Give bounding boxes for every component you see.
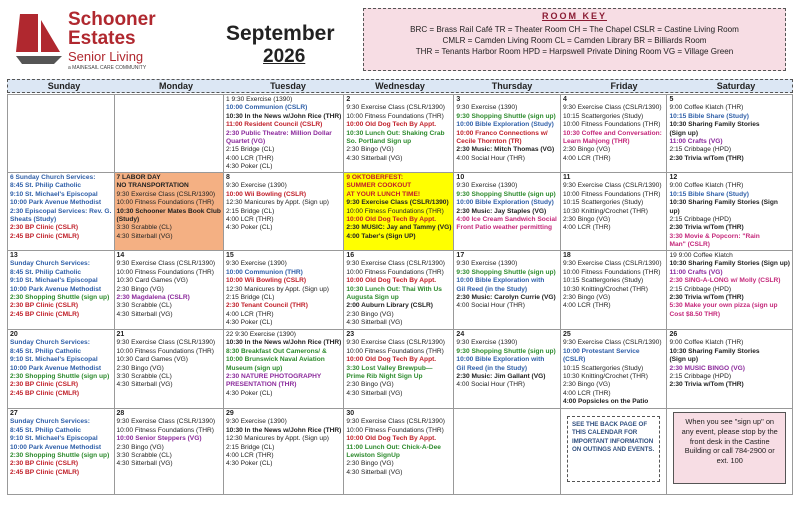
- event-line: 2:30 BP Clinic (CSLR): [10, 460, 79, 468]
- event-line: 4:30 Sitterball (VG): [116, 460, 173, 468]
- event-line: 2:15 Cribbage (HPD): [669, 146, 732, 154]
- event-line: 4:00 LCR (THR): [225, 154, 274, 162]
- calendar-day-cell: [667, 251, 793, 330]
- calendar-day-cell: [224, 251, 344, 330]
- event-line: 10:00 Fitness Foundations (THR): [116, 199, 214, 207]
- calendar-day-cell: [454, 330, 561, 409]
- event-line: 4:00 Popsicles on the Patio: [562, 398, 649, 406]
- weekday-label: Thursday: [491, 81, 533, 91]
- event-line: 2:30 Bingo (VG): [346, 381, 394, 389]
- weekday-label: Monday: [158, 81, 193, 91]
- event-line: 14: [116, 252, 125, 259]
- event-line: 2:45 BP Clinic (CMLR): [10, 389, 80, 397]
- event-line: 9:30 Exercise (1390): [225, 182, 287, 190]
- event-line: 11: [562, 174, 571, 181]
- event-line: 10:00 Fitness Foundations (THR): [562, 121, 661, 129]
- calendar-day-cell: [667, 173, 793, 251]
- event-line: 4:00 LCR (THR): [562, 302, 611, 310]
- event-line: 24: [456, 331, 465, 338]
- event-line: 9:30 Exercise (1390): [456, 104, 518, 112]
- event-line: 10:15 Scattergories (Study): [562, 277, 644, 285]
- brand-subtitle: Senior Living: [68, 49, 144, 64]
- event-line: 10:00 Brunswick Naval Aviation: [225, 356, 325, 364]
- event-line: 4:30 Sitterball (VG): [116, 310, 173, 318]
- event-line: PRESENTATION (THR): [225, 381, 297, 389]
- event-line: Cost $8.50 THR): [669, 310, 721, 318]
- event-line: 10:00 Fitness Foundations (THR): [346, 112, 444, 120]
- calendar-day-cell: [561, 95, 668, 173]
- event-line: 2:30 Shopping Shuttle (sign up): [10, 452, 110, 460]
- event-line: 13: [10, 252, 18, 259]
- event-line: 2:30 BP Clinic (CSLR): [10, 302, 79, 310]
- event-line: 30: [346, 410, 355, 417]
- event-line: 29: [225, 410, 234, 417]
- event-line: 10:15 Bible Share (Study): [669, 190, 749, 198]
- event-line: 4:00 LCR (THR): [562, 224, 611, 232]
- event-line: Cecile Thornton (TR): [456, 138, 522, 146]
- event-line: 2:15 Bridge (CL): [225, 207, 275, 215]
- event-line: 2:30 Trivia w/Tom (THR): [669, 154, 744, 162]
- event-line: 3:30 Movie & Popcorn: "Rain: [669, 232, 760, 240]
- event-line: 2:30 Trivia w/Tom (THR): [669, 224, 744, 232]
- event-line: 2:30 Bingo (VG): [116, 285, 164, 293]
- event-line: 10:00 Wii Bowling (CSLR): [225, 277, 307, 285]
- event-line: 9:30 Exercise (1390): [456, 339, 518, 347]
- event-line: 10:00 Old Dog Tech By Appt.: [346, 277, 437, 285]
- event-line: 12:30 Manicures by Appt. (Sign up): [225, 199, 329, 207]
- event-line: 9:00 Coffee Klatch (THR): [669, 339, 744, 347]
- calendar-day-cell: [115, 409, 224, 495]
- event-line: 8:45 St. Philip Catholic: [10, 426, 82, 434]
- calendar-day-cell: [561, 251, 668, 330]
- event-line: 10:30 Card Games (VG): [116, 277, 188, 285]
- event-line: Sunday Church Services:: [10, 418, 90, 426]
- calendar-day-cell: [8, 330, 115, 409]
- event-line: 2:30 Bingo (VG): [562, 381, 611, 389]
- event-line: 19 9:00 Coffee Klatch: [669, 252, 733, 259]
- weekday-label: Sunday: [47, 81, 81, 91]
- event-line: 2:30 Bingo (VG): [562, 216, 611, 224]
- event-line: 9:00 Coffee Klatch (THR): [669, 104, 744, 112]
- event-line: 2:30 Bingo (VG): [562, 146, 611, 154]
- event-line: 10:00 Wii Bowling (CSLR): [225, 190, 307, 198]
- event-line: 2:15 Cribbage (HPD): [669, 285, 732, 293]
- event-line: 4:00 LCR (THR): [225, 452, 274, 460]
- event-line: 2:30 BP Clinic (CSLR): [10, 381, 79, 389]
- event-line: 9:30 Shopping Shuttle (sign up): [456, 268, 556, 276]
- event-line: Sunday Church Services:: [10, 260, 90, 268]
- event-line: 2:30 Shopping Shuttle (sign up): [10, 373, 110, 381]
- event-line: 10:30 Knitting/Crochet (THR): [562, 373, 648, 381]
- event-line: 2:30 Music: Jay Staples (VG): [456, 207, 547, 215]
- event-line: 9:30 Exercise Class (CSLR/1390): [116, 418, 216, 426]
- event-line: up): [669, 207, 680, 215]
- sailboat-logo-icon: [14, 8, 66, 66]
- calendar-day-cell: [561, 173, 668, 251]
- calendar-day-cell: [8, 95, 115, 173]
- event-line: 4:30 Poker (CL): [225, 224, 273, 232]
- calendar-day-cell: [115, 251, 224, 330]
- event-line: 2:30 MUSIC: Jay and Tammy (VG): [346, 224, 452, 232]
- event-line: 9:30 Exercise (1390): [456, 182, 518, 190]
- event-line: 4:00 Social Hour (THR): [456, 381, 525, 389]
- event-line: 4:30 Poker (CL): [225, 163, 273, 171]
- event-line: 9:10 St. Michael's Episcopal: [10, 356, 98, 364]
- event-line: 3: [456, 96, 461, 103]
- event-line: Lewiston SignUp: [346, 452, 400, 460]
- event-line: 25: [562, 331, 571, 338]
- event-line: 3:30 Scrabble (CL): [116, 224, 172, 232]
- event-line: 2:45 BP Clinic (CMLR): [10, 310, 80, 318]
- event-line: AT YOUR LUNCH TIME!: [346, 190, 421, 198]
- event-line: (Sign up): [669, 129, 699, 137]
- event-line: 2:30 Music: Jim Gallant (VG): [456, 373, 546, 381]
- event-line: 9:30 Exercise Class (CSLR/1390): [116, 339, 216, 347]
- event-line: 10:30 Knitting/Crochet (THR): [562, 285, 648, 293]
- calendar-day-cell: [115, 95, 224, 173]
- event-line: SUMMER COOKOUT: [346, 182, 412, 190]
- event-line: 9:30 Exercise Class (CSLR/1390): [116, 190, 216, 198]
- event-line: 2:30 Bingo (VG): [116, 443, 164, 451]
- event-line: 4: [562, 96, 567, 103]
- event-line: 2:45 BP Clinic (CMLR): [10, 232, 80, 240]
- event-line: 2:30 BP Clinic (CSLR): [10, 224, 79, 232]
- event-line: 9:30 Exercise (1390): [456, 260, 518, 268]
- event-line: 11:00 Lunch Out: Chick-A-Dee: [346, 443, 441, 451]
- weekday-header: [7, 79, 793, 93]
- event-line: 8:45 St. Philip Catholic: [10, 268, 82, 276]
- logo: [14, 8, 204, 74]
- calendar-day-cell: [344, 173, 454, 251]
- event-line: 4:30 Sitterball (VG): [116, 232, 173, 240]
- event-line: 10:30 Card Games (VG): [116, 356, 188, 364]
- calendar-day-cell: [344, 95, 454, 173]
- event-line: Quartet (VG): [225, 138, 266, 146]
- event-line: 4:30 Poker (CL): [225, 319, 273, 327]
- calendar-day-cell: [344, 251, 454, 330]
- event-line: 9:30 Shopping Shuttle (sign up): [456, 190, 556, 198]
- event-line: 4:00 Social Hour (THR): [456, 154, 525, 162]
- event-line: 10:00 Old Dog Tech By Appt.: [346, 216, 437, 224]
- event-line: 9:30 Exercise (1390): [225, 418, 287, 426]
- event-line: 2:15 Bridge (CL): [225, 443, 275, 451]
- event-line: 15: [225, 252, 234, 259]
- event-line: 2:15 Cribbage (HPD): [669, 373, 732, 381]
- event-line: 10:00 Old Dog Tech By Appt.: [346, 356, 437, 364]
- event-line: 10:30 Sharing Family Stories: [669, 347, 760, 355]
- event-line: 9:30 Exercise Class (CSLR/1390): [346, 418, 445, 426]
- event-line: 10:00 Senior Steppers (VG): [116, 435, 202, 443]
- event-line: 8:45 St. Philip Catholic: [10, 347, 82, 355]
- weekday-label: Wednesday: [375, 81, 425, 91]
- event-line: 2:30 MUSIC BINGO (VG): [669, 364, 745, 372]
- event-line: 10:00 Communion (CSLR): [225, 104, 308, 112]
- event-line: 18: [562, 252, 571, 259]
- event-line: 10:00 Fitness Foundations (THR): [562, 190, 661, 198]
- event-line: 10:30 Lunch Out: Shaking Crab: [346, 129, 445, 137]
- event-line: Front Patio weather permitting: [456, 224, 553, 232]
- event-line: 2: [346, 96, 351, 103]
- event-line: 4:00 LCR (THR): [562, 389, 611, 397]
- page-title-year: 2026: [263, 46, 306, 67]
- event-line: Sheats (Study): [10, 216, 57, 224]
- room-key-line: BRC = Brass Rail Café TR = Theater Room CH = The Chapel CSLR = Castine Living Room: [410, 25, 739, 34]
- brand-name-line2: Estates: [68, 28, 136, 49]
- event-line: 8:45 St. Philip Catholic: [10, 182, 82, 190]
- event-line: 9:30 Exercise Class (CSLR/1390): [562, 260, 662, 268]
- event-line: Gil Reed (in the Study): [456, 285, 528, 293]
- event-line: 10:00 Fitness Foundations (THR): [562, 268, 661, 276]
- event-line: 20: [10, 331, 18, 338]
- event-line: 2:30 Tenant Council (THR): [225, 302, 308, 310]
- event-line: 1 9:30 Exercise (1390): [225, 96, 293, 103]
- event-line: 4:30 Sitterball (VG): [346, 319, 403, 327]
- event-line: 10:30 Sharing Family Stories: [669, 121, 760, 129]
- event-line: 23: [346, 331, 355, 338]
- page-title-month: September: [226, 22, 335, 45]
- event-line: 10:30 Sharing Family Stories (Sign up): [669, 260, 790, 268]
- event-line: 9:30 Shopping Shuttle (sign up): [456, 347, 556, 355]
- event-line: 9 OKTOBERFEST:: [346, 174, 404, 181]
- event-line: 2:30 Public Theatre: Million Dollar: [225, 129, 332, 137]
- event-line: 10:00 Fitness Foundations (THR): [346, 426, 444, 434]
- event-line: 10:30 Lunch Out: Thai With Us: [346, 285, 442, 293]
- event-line: 3:30 Lost Valley Brewpub—: [346, 364, 433, 372]
- event-line: 10:30 Knitting/Crochet (THR): [562, 207, 648, 215]
- event-line: 10:00 Park Avenue Methodist: [10, 443, 102, 451]
- event-line: Augusta Sign up: [346, 294, 399, 302]
- event-line: 10:00 Fitness Foundations (THR): [346, 268, 444, 276]
- event-line: 10:00 Bible Exploration with: [456, 356, 545, 364]
- calendar-day-cell: [8, 409, 115, 495]
- event-line: 2:30 SING-A-LONG w/ Molly (CSLR): [669, 277, 781, 285]
- calendar-day-cell: [454, 173, 561, 251]
- event-line: 5: [669, 96, 674, 103]
- brand-tagline: a MAINESAIL CARE COMMUNITY: [68, 65, 147, 71]
- event-line: 2:30 Music: Mitch Thomas (VG): [456, 146, 555, 154]
- sign-up-info: When you see "sign up" on any event, please stop by the front desk in the Castine Building or call 784-2900 or ext. 100: [673, 412, 786, 484]
- event-line: 10:00 Bible Exploration (Study): [456, 199, 554, 207]
- weekday-label: Friday: [610, 81, 638, 91]
- event-line: Sunday Church Services:: [10, 339, 90, 347]
- event-line: Prime Rib Night Sign Up: [346, 373, 423, 381]
- event-line: 2:45 BP Clinic (CMLR): [10, 468, 80, 476]
- event-line: 4:30 Sitterball (VG): [116, 381, 173, 389]
- event-line: 4:30 Sitterball (VG): [346, 154, 403, 162]
- event-line: 9:30 Exercise Class (CSLR/1390): [346, 104, 445, 112]
- event-line: 27: [10, 410, 18, 417]
- event-line: 10:00 Protestant Service: [562, 347, 640, 355]
- calendar-day-cell: [344, 409, 454, 495]
- event-line: 4:00 LCR (THR): [225, 310, 274, 318]
- event-line: 9:30 Exercise Class (CSLR/1390): [346, 260, 445, 268]
- calendar-day-cell: [224, 330, 344, 409]
- event-line: 9:30 Exercise Class (CSLR/1390): [346, 199, 449, 207]
- event-line: 2:30 Bingo (VG): [346, 310, 394, 318]
- event-line: 10:15 Scattergories (Study): [562, 112, 644, 120]
- event-line: 9:00 Coffee Klatch (THR): [669, 182, 744, 190]
- event-line: 11:00 Crafts (VG): [669, 268, 723, 276]
- event-line: 4:00 LCR (THR): [562, 154, 611, 162]
- event-line: 10:00 Old Dog Tech By Appt.: [346, 121, 437, 129]
- event-line: 8: [225, 174, 230, 181]
- event-line: 10:00 Fitness Foundations (THR): [346, 207, 444, 215]
- room-key-line: THR = Tenants Harbor Room HPD = Harpswell Private Dining Room VG = Village Green: [415, 47, 734, 56]
- event-line: 10:30 Schooner Mates Book Club: [116, 207, 221, 215]
- event-line: 10:00 Park Avenue Methodist: [10, 285, 102, 293]
- event-line: 11:00 Crafts (VG): [669, 138, 723, 146]
- event-line: 10:00 Bible Exploration (Study): [456, 121, 554, 129]
- event-line: 10:30 Sharing Family Stories (Sign: [669, 199, 778, 207]
- event-line: 2:30 NATURE PHOTOGRAPHY: [225, 373, 322, 381]
- room-key-title: ROOM KEY: [541, 11, 607, 21]
- calendar-day-cell: [454, 409, 561, 495]
- event-line: 2:15 Bridge (CL): [225, 146, 275, 154]
- event-line: 10:00 Franco Connections w/: [456, 129, 548, 137]
- weekday-label: Saturday: [716, 81, 756, 91]
- event-line: 9:10 St. Michael's Episcopal: [10, 277, 98, 285]
- event-line: 4:30 Sitterball (VG): [346, 468, 403, 476]
- event-line: 2:15 Cribbage (HPD): [669, 216, 732, 224]
- event-line: 4:30 Poker (CL): [225, 460, 273, 468]
- event-line: 4:00 Taber's (Sign UP): [346, 232, 416, 240]
- event-line: NO TRANSPORTATION: [116, 182, 189, 190]
- event-line: 9:30 Exercise Class (CSLR/1390): [562, 339, 662, 347]
- event-line: 2:30 Shopping Shuttle (sign up): [10, 294, 110, 302]
- calendar-day-cell: [667, 330, 793, 409]
- event-line: 2:00 Auburn Library (CSLR): [346, 302, 433, 310]
- event-line: 2:30 Episcopal Services: Rev. G.: [10, 207, 112, 215]
- event-line: 8:30 Breakfast Out Camerons/ &: [225, 347, 327, 355]
- calendar-day-cell: [561, 409, 668, 495]
- event-line: Learn Mahjong (THR): [562, 138, 630, 146]
- event-line: 9:30 Shopping Shuttle (sign up): [456, 112, 556, 120]
- event-line: 21: [116, 331, 125, 338]
- event-line: 10:00 Fitness Foundations (THR): [346, 347, 444, 355]
- event-line: 12:30 Manicures by Appt. (Sign up): [225, 435, 329, 443]
- room-key: [363, 8, 786, 71]
- event-line: 2:30 Bingo (VG): [346, 460, 394, 468]
- event-line: 2:30 Magdalena (CSLR): [116, 294, 190, 302]
- room-key-line: CMLR = Camden Living Room CL = Camden Library BR = Billiards Room: [442, 36, 707, 45]
- event-line: 9:10 St. Michael's Episcopal: [10, 435, 98, 443]
- event-line: 16: [346, 252, 355, 259]
- event-line: 2:30 Bingo (VG): [116, 364, 164, 372]
- event-line: 10: [456, 174, 465, 181]
- event-line: 6 Sunday Church Services:: [10, 174, 96, 181]
- event-line: 10:00 Fitness Foundations (THR): [116, 426, 214, 434]
- calendar-day-cell: [667, 409, 793, 495]
- event-line: 10:00 Park Avenue Methodist: [10, 364, 102, 372]
- event-line: 10:00 Fitness Foundations (THR): [116, 268, 214, 276]
- event-line: 10:30 In the News w/John Rice (THR): [225, 426, 342, 434]
- calendar-day-cell: [224, 95, 344, 173]
- event-line: 2:30 Trivia w/Tom (THR): [669, 381, 744, 389]
- calendar-day-cell: [344, 330, 454, 409]
- brand-name-line1: Schooner: [68, 9, 156, 30]
- calendar: [7, 79, 793, 495]
- event-line: So. Portland Sign up: [346, 138, 412, 146]
- calendar-day-cell: [8, 173, 115, 251]
- event-line: 4:00 Social Hour (THR): [456, 302, 525, 310]
- event-line: 9:30 Exercise Class (CSLR/1390): [116, 260, 216, 268]
- event-line: Museum (sign up): [225, 364, 283, 372]
- event-line: 22 9:30 Exercise (1390): [225, 331, 296, 338]
- event-line: 9:30 Exercise (1390): [225, 260, 287, 268]
- event-line: 3:30 Scrabble (CL): [116, 373, 172, 381]
- event-line: 3:30 Scrabble (CL): [116, 302, 172, 310]
- event-line: 10:00 Park Avenue Methodist: [10, 199, 102, 207]
- event-line: 12: [669, 174, 678, 181]
- event-line: 3:30 Scrabble (CL): [116, 452, 172, 460]
- event-line: Gil Reed (in the Study): [456, 364, 528, 372]
- event-line: 26: [669, 331, 678, 338]
- calendar-day-cell: [667, 95, 793, 173]
- event-line: 12:30 Manicures by Appt. (Sign up): [225, 285, 329, 293]
- event-line: 10:30 In the News w/John Rice (THR): [225, 339, 342, 347]
- event-line: 10:00 Fitness Foundations (THR): [116, 347, 214, 355]
- event-line: (CSLR): [562, 356, 586, 364]
- event-line: 10:30 In the News w/John Rice (THR): [225, 112, 342, 120]
- event-line: 9:30 Exercise Class (CSLR/1390): [346, 339, 445, 347]
- weekday-label: Tuesday: [270, 81, 306, 91]
- calendar-day-cell: [115, 330, 224, 409]
- event-line: 2:15 Bridge (CL): [225, 294, 275, 302]
- calendar-day-cell: [224, 173, 344, 251]
- event-line: 10:00 Communion (THR): [225, 268, 303, 276]
- event-line: 10:15 Bible Share (Study): [669, 112, 749, 120]
- calendar-day-cell: [454, 95, 561, 173]
- event-line: 2:30 Bingo (VG): [562, 294, 611, 302]
- event-line: 9:10 St. Michael's Episcopal: [10, 190, 98, 198]
- event-line: 2:30 Music: Carolyn Currie (VG): [456, 294, 556, 302]
- event-line: 4:30 Sitterball (VG): [346, 389, 403, 397]
- event-line: Man" (CSLR): [669, 241, 710, 249]
- event-line: 10:30 Coffee and Conversation:: [562, 129, 662, 137]
- event-line: 17: [456, 252, 465, 259]
- event-line: 2:30 Bingo (VG): [346, 146, 394, 154]
- event-line: 4:30 Poker (CL): [225, 389, 273, 397]
- event-line: (Sign up): [669, 356, 699, 364]
- event-line: 9:30 Exercise Class (CSLR/1390): [562, 104, 662, 112]
- event-line: 10:15 Scattergories (Study): [562, 364, 644, 372]
- calendar-grid: [7, 94, 793, 495]
- event-line: 10:00 Old Dog Tech By Appt.: [346, 435, 437, 443]
- event-line: 10:15 Scattergories (Study): [562, 199, 644, 207]
- calendar-day-cell: [561, 330, 668, 409]
- calendar-day-cell: [454, 251, 561, 330]
- calendar-day-cell: [115, 173, 224, 251]
- event-line: (Study): [116, 216, 140, 224]
- event-line: 11:00 Resident Council (CSLR): [225, 121, 323, 129]
- calendar-day-cell: [224, 409, 344, 495]
- back-page-note: SEE THE BACK PAGE OF THIS CALENDAR FOR IMPORTANT INFORMATION ON OUTINGS AND EVENTS.: [567, 416, 661, 482]
- event-line: 10:00 Bible Exploration with: [456, 277, 545, 285]
- event-line: 2:30 Trivia w/Tom (THR): [669, 294, 744, 302]
- event-line: 4:00 LCR (THR): [225, 216, 274, 224]
- event-line: 9:30 Exercise Class (CSLR/1390): [562, 182, 662, 190]
- event-line: 4:00 Ice Cream Sandwich Social: [456, 216, 557, 224]
- calendar-day-cell: [8, 251, 115, 330]
- event-line: 28: [116, 410, 125, 417]
- event-line: 7 LABOR DAY: [116, 174, 161, 181]
- event-line: 5:30 Make your own pizza (sign up: [669, 302, 778, 310]
